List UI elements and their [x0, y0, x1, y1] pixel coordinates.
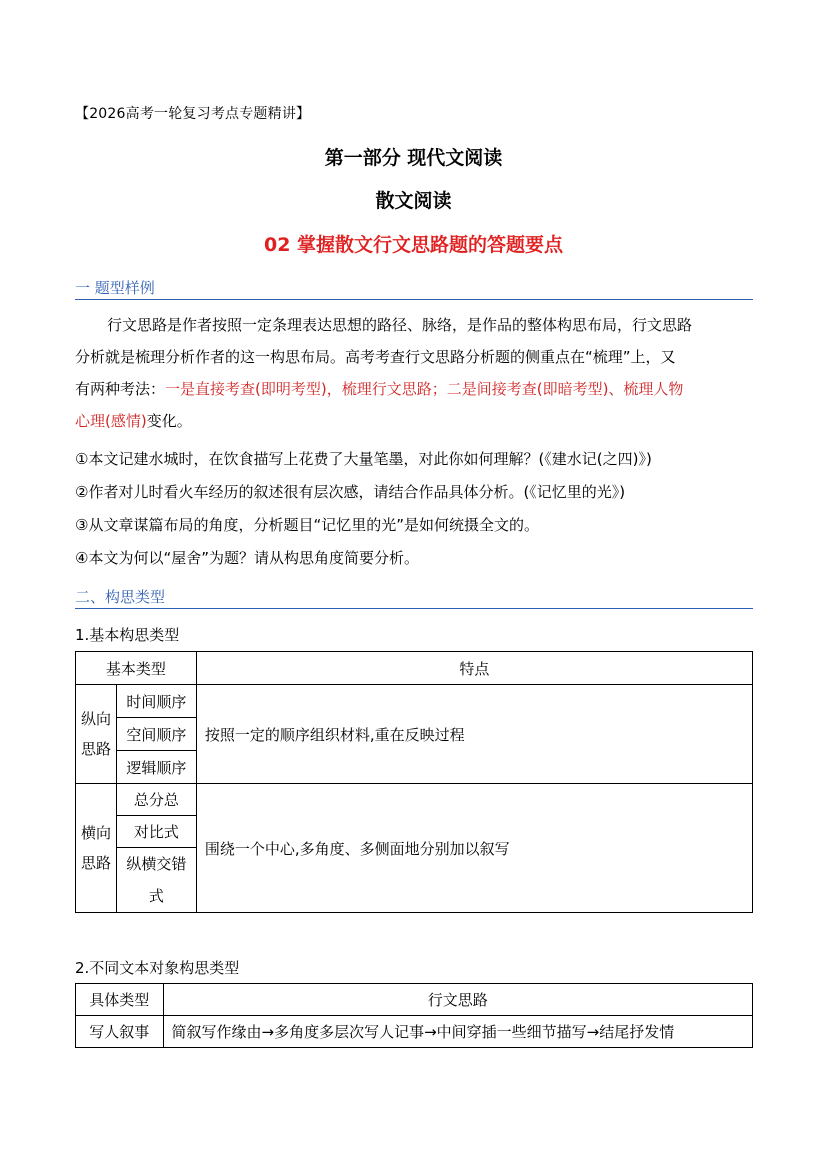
topic-title: 02 掌握散文行文思路题的答题要点	[263, 234, 564, 256]
subheading-basic-types: 1.基本构思类型	[75, 626, 180, 644]
type-cell: 对比式	[116, 816, 196, 848]
para-line: 分析就是梳理分析作者的这一构思布局。高考考查行文思路分析题的侧重点在“梳理”上，又	[75, 348, 676, 366]
type-cell: 空间顺序	[116, 718, 196, 751]
section-divider	[75, 299, 753, 300]
type-cell: 纵横交错 式	[116, 848, 196, 913]
subheading-text-types: 2.不同文本对象构思类型	[75, 959, 240, 977]
section-divider	[75, 608, 753, 609]
series-tag: 【2026高考一轮复习考点专题精讲】	[75, 106, 311, 122]
section-heading-examples: 一 题型样例	[75, 279, 155, 297]
feature-cell: 围绕一个中心,多角度、多侧面地分别加以叙写	[196, 784, 752, 913]
header-cell: 基本类型	[76, 652, 197, 685]
section-heading-types: 二、构思类型	[75, 588, 166, 606]
header-cell: 行文思路	[163, 984, 752, 1016]
part-title: 第一部分 现代文阅读	[324, 147, 503, 169]
example-question: ①本文记建水城时，在饮食描写上花费了大量笔墨，对此你如何理解？(《建水记(之四)》)	[75, 450, 652, 468]
type-cell: 时间顺序	[116, 685, 196, 718]
para-line: 有两种考法：一是直接考查(即明考型)，梳理行文思路；二是间接考查(即暗考型)、梳理人物	[75, 380, 684, 398]
table-header-row	[76, 984, 753, 1016]
table-header-row	[76, 652, 753, 685]
feature-cell: 按照一定的顺序组织材料,重在反映过程	[196, 685, 752, 784]
intro-paragraph	[75, 309, 755, 437]
text-types-table	[75, 983, 753, 1048]
para-line: 心理(感情)变化。	[75, 412, 192, 430]
table-row	[76, 1016, 753, 1048]
example-question: ②作者对儿时看火车经历的叙述很有层次感，请结合作品具体分析。(《记忆里的光》)	[75, 483, 626, 501]
table-row	[76, 685, 753, 718]
type-cell: 总分总	[116, 784, 196, 816]
example-question: ③从文章谋篇布局的角度，分析题目“记忆里的光”是如何统摄全文的。	[75, 516, 539, 534]
group-label: 纵向 思路	[76, 685, 117, 784]
header-cell: 具体类型	[76, 984, 164, 1016]
highlight-text: 心理(感情)	[75, 412, 147, 430]
para-line: 行文思路是作者按照一定条理表达思想的路径、脉络，是作品的整体构思布局，行文思路	[107, 316, 693, 334]
genre-title: 散文阅读	[375, 190, 452, 212]
table-row	[76, 784, 753, 816]
header-cell: 特点	[196, 652, 752, 685]
type-cell: 写人叙事	[76, 1016, 164, 1048]
basic-types-table	[75, 651, 753, 913]
path-cell: 简叙写作缘由→多角度多层次写人记事→中间穿插一些细节描写→结尾抒发情	[163, 1016, 752, 1048]
type-cell: 逻辑顺序	[116, 751, 196, 784]
group-label: 横向 思路	[76, 784, 117, 913]
example-question: ④本文为何以“屋舍”为题？请从构思角度简要分析。	[75, 549, 419, 567]
highlight-text: 一是直接考查(即明考型)，梳理行文思路；二是间接考查(即暗考型)、梳理人物	[165, 380, 684, 398]
